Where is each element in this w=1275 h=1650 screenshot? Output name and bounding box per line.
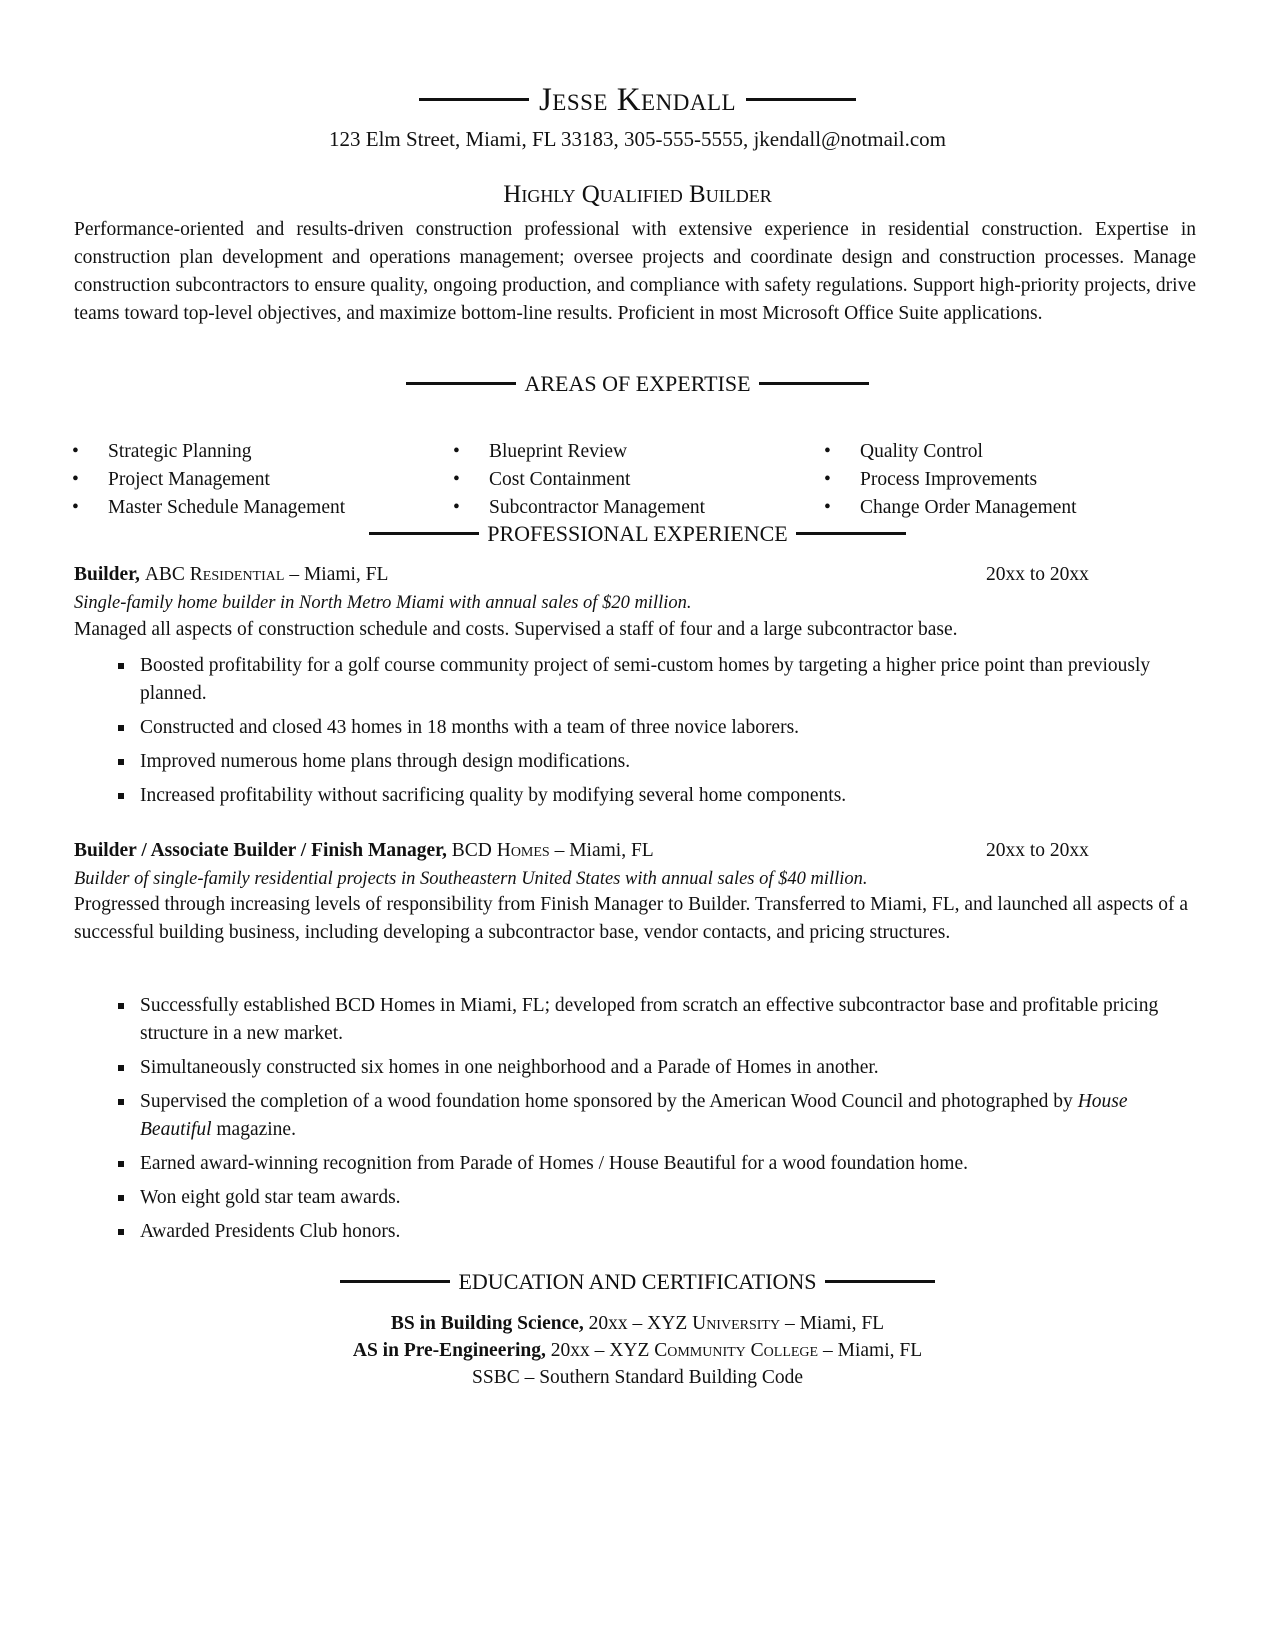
expertise-item-label: Blueprint Review	[489, 441, 628, 462]
heading-rule-right	[825, 1280, 935, 1283]
achievement-item	[116, 782, 1186, 810]
name-heading	[0, 80, 1275, 120]
expertise-item	[451, 466, 705, 494]
degree: AS in Pre-Engineering,	[352, 1340, 546, 1361]
contact-line: 123 Elm Street, Miami, FL 33183, 305-555-5555, jkendall@notmail.com	[329, 127, 946, 151]
summary-paragraph: Performance-oriented and results-driven construction professional with extensive experience in residential construction. Expertise in construction plan development and operations management; oversee projects and coordinate design and construction processes. Manage construction subcontractors to ensure quality, ongoing production, and compliance with safety regulations. Support high-priority projects, drive teams toward top-level objectives, and maximize bottom-line results. Proficient in most Microsoft Office Suite applications.	[74, 219, 1196, 324]
expertise-item-label: Subcontractor Management	[489, 497, 706, 518]
achievement-item	[116, 1054, 1186, 1082]
bullet-icon: •	[824, 497, 831, 518]
square-bullet-icon	[118, 1229, 124, 1235]
square-bullet-icon	[118, 1065, 124, 1071]
expertise-item-label: Quality Control	[860, 441, 983, 462]
achievement-text: Supervised the completion of a wood foundation home sponsored by the American Wood Council and photographed by	[140, 1091, 1078, 1112]
heading-rule-right	[796, 532, 906, 535]
experience-heading-text: PROFESSIONAL EXPERIENCE	[487, 521, 788, 546]
achievement-text: Simultaneously constructed six homes in one neighborhood and a Parade of Homes in another.	[140, 1057, 879, 1078]
expertise-item	[70, 466, 345, 494]
expertise-item	[822, 438, 1077, 466]
school-location: – Miami, FL	[784, 1313, 885, 1334]
heading-rule-right	[759, 382, 869, 385]
achievement-text: Boosted profitability for a golf course community project of semi-custom homes by targeting a higher price point than previously planned.	[140, 655, 1151, 704]
square-bullet-icon	[118, 1161, 124, 1167]
job-1-dates: 20xx to 20xx	[986, 564, 1089, 585]
achievement-text: Constructed and closed 43 homes in 18 months with a team of three novice laborers.	[140, 717, 800, 738]
achievement-item	[116, 714, 1186, 742]
job-2-summary: Progressed through increasing levels of responsibility from Finish Manager to Builder. Transferred to Miami, FL, and launched all aspects of a successful building business, including developing a subcontractor base, vendor contacts, and pricing structures.	[74, 894, 1188, 943]
square-bullet-icon	[118, 725, 124, 731]
heading-rule-left	[406, 382, 516, 385]
job-2-location: – Miami, FL	[554, 840, 654, 861]
expertise-item-label: Process Improvements	[860, 469, 1038, 490]
bullet-icon: •	[453, 497, 460, 518]
expertise-item	[451, 494, 705, 522]
expertise-item	[70, 494, 345, 522]
achievement-text: Awarded Presidents Club honors.	[140, 1221, 401, 1242]
job-1-role: Builder,	[74, 564, 140, 585]
achievement-text: Won eight gold star team awards.	[140, 1187, 401, 1208]
job-1-header	[74, 562, 1124, 588]
achievement-item	[116, 1088, 1186, 1144]
bullet-icon: •	[72, 441, 79, 462]
expertise-item	[822, 466, 1077, 494]
certification: SSBC – Southern Standard Building Code	[472, 1367, 803, 1388]
square-bullet-icon	[118, 759, 124, 765]
job-1-summary: Managed all aspects of construction schedule and costs. Supervised a staff of four and a large subcontractor base.	[74, 619, 958, 640]
achievement-text: Increased profitability without sacrificing quality by modifying several home components.	[140, 785, 847, 806]
degree: BS in Building Science,	[390, 1313, 584, 1334]
heading-rule-left	[340, 1280, 450, 1283]
square-bullet-icon	[118, 1003, 124, 1009]
job-2-description: Builder of single-family residential projects in Southeastern United States with annual sales of $40 million.	[74, 869, 868, 889]
square-bullet-icon	[118, 1195, 124, 1201]
job-2-header	[74, 838, 1124, 864]
expertise-item	[70, 438, 345, 466]
education-entry	[0, 1337, 1275, 1364]
square-bullet-icon	[118, 793, 124, 799]
achievement-item	[116, 1184, 1186, 1212]
degree-year: 20xx –	[550, 1340, 605, 1361]
job-1-company: ABC Residential	[144, 564, 285, 585]
expertise-item-label: Cost Containment	[489, 469, 631, 490]
expertise-column-3	[822, 438, 1077, 522]
achievement-item	[116, 748, 1186, 776]
bullet-icon: •	[824, 469, 831, 490]
bullet-icon: •	[824, 441, 831, 462]
achievement-text-end: magazine.	[211, 1119, 296, 1140]
degree-year: 20xx –	[588, 1313, 643, 1334]
achievement-item	[116, 1150, 1186, 1178]
school-location: – Miami, FL	[822, 1340, 923, 1361]
education-heading-text: EDUCATION AND CERTIFICATIONS	[458, 1269, 817, 1294]
job-2-company: BCD Homes	[451, 840, 550, 861]
candidate-name: Jesse Kendall	[538, 82, 737, 118]
expertise-column-2	[451, 438, 705, 522]
school-name: XYZ Community College	[609, 1340, 819, 1361]
bullet-icon: •	[453, 441, 460, 462]
expertise-item-label: Change Order Management	[860, 497, 1077, 518]
bullet-icon: •	[72, 497, 79, 518]
heading-rule-left	[369, 532, 479, 535]
education-heading	[0, 1268, 1275, 1296]
achievement-text: Successfully established BCD Homes in Miami, FL; developed from scratch an effective subcontractor base and profitable pricing structure in a new market.	[140, 995, 1159, 1044]
expertise-item	[822, 494, 1077, 522]
job-1-achievements	[116, 652, 1186, 816]
expertise-heading	[0, 370, 1275, 398]
bullet-icon: •	[72, 469, 79, 490]
expertise-item-label: Strategic Planning	[108, 441, 252, 462]
achievement-item	[116, 652, 1186, 708]
achievement-item	[116, 1218, 1186, 1246]
expertise-item-label: Master Schedule Management	[108, 497, 346, 518]
square-bullet-icon	[118, 663, 124, 669]
name-rule-right	[746, 98, 856, 101]
job-1-location: – Miami, FL	[289, 564, 389, 585]
education-entry	[0, 1310, 1275, 1337]
square-bullet-icon	[118, 1099, 124, 1105]
job-2-dates: 20xx to 20xx	[986, 840, 1089, 861]
job-2-role: Builder / Associate Builder / Finish Manager,	[74, 840, 447, 861]
achievement-text: Improved numerous home plans through design modifications.	[140, 751, 631, 772]
experience-heading	[0, 520, 1275, 548]
publication-title: House Beautiful	[140, 1091, 1128, 1140]
professional-title: Highly Qualified Builder	[503, 181, 772, 208]
achievement-text: Earned award-winning recognition from Parade of Homes / House Beautiful for a wood foundation home.	[140, 1153, 968, 1174]
expertise-item	[451, 438, 705, 466]
job-1-description: Single-family home builder in North Metro Miami with annual sales of $20 million.	[74, 593, 692, 613]
expertise-column-1	[70, 438, 345, 522]
name-rule-left	[419, 98, 529, 101]
school-name: XYZ University	[647, 1313, 781, 1334]
bullet-icon: •	[453, 469, 460, 490]
expertise-heading-text: AREAS OF EXPERTISE	[524, 371, 751, 396]
expertise-item-label: Project Management	[108, 469, 270, 490]
job-2-achievements	[116, 992, 1186, 1252]
achievement-item	[116, 992, 1186, 1048]
